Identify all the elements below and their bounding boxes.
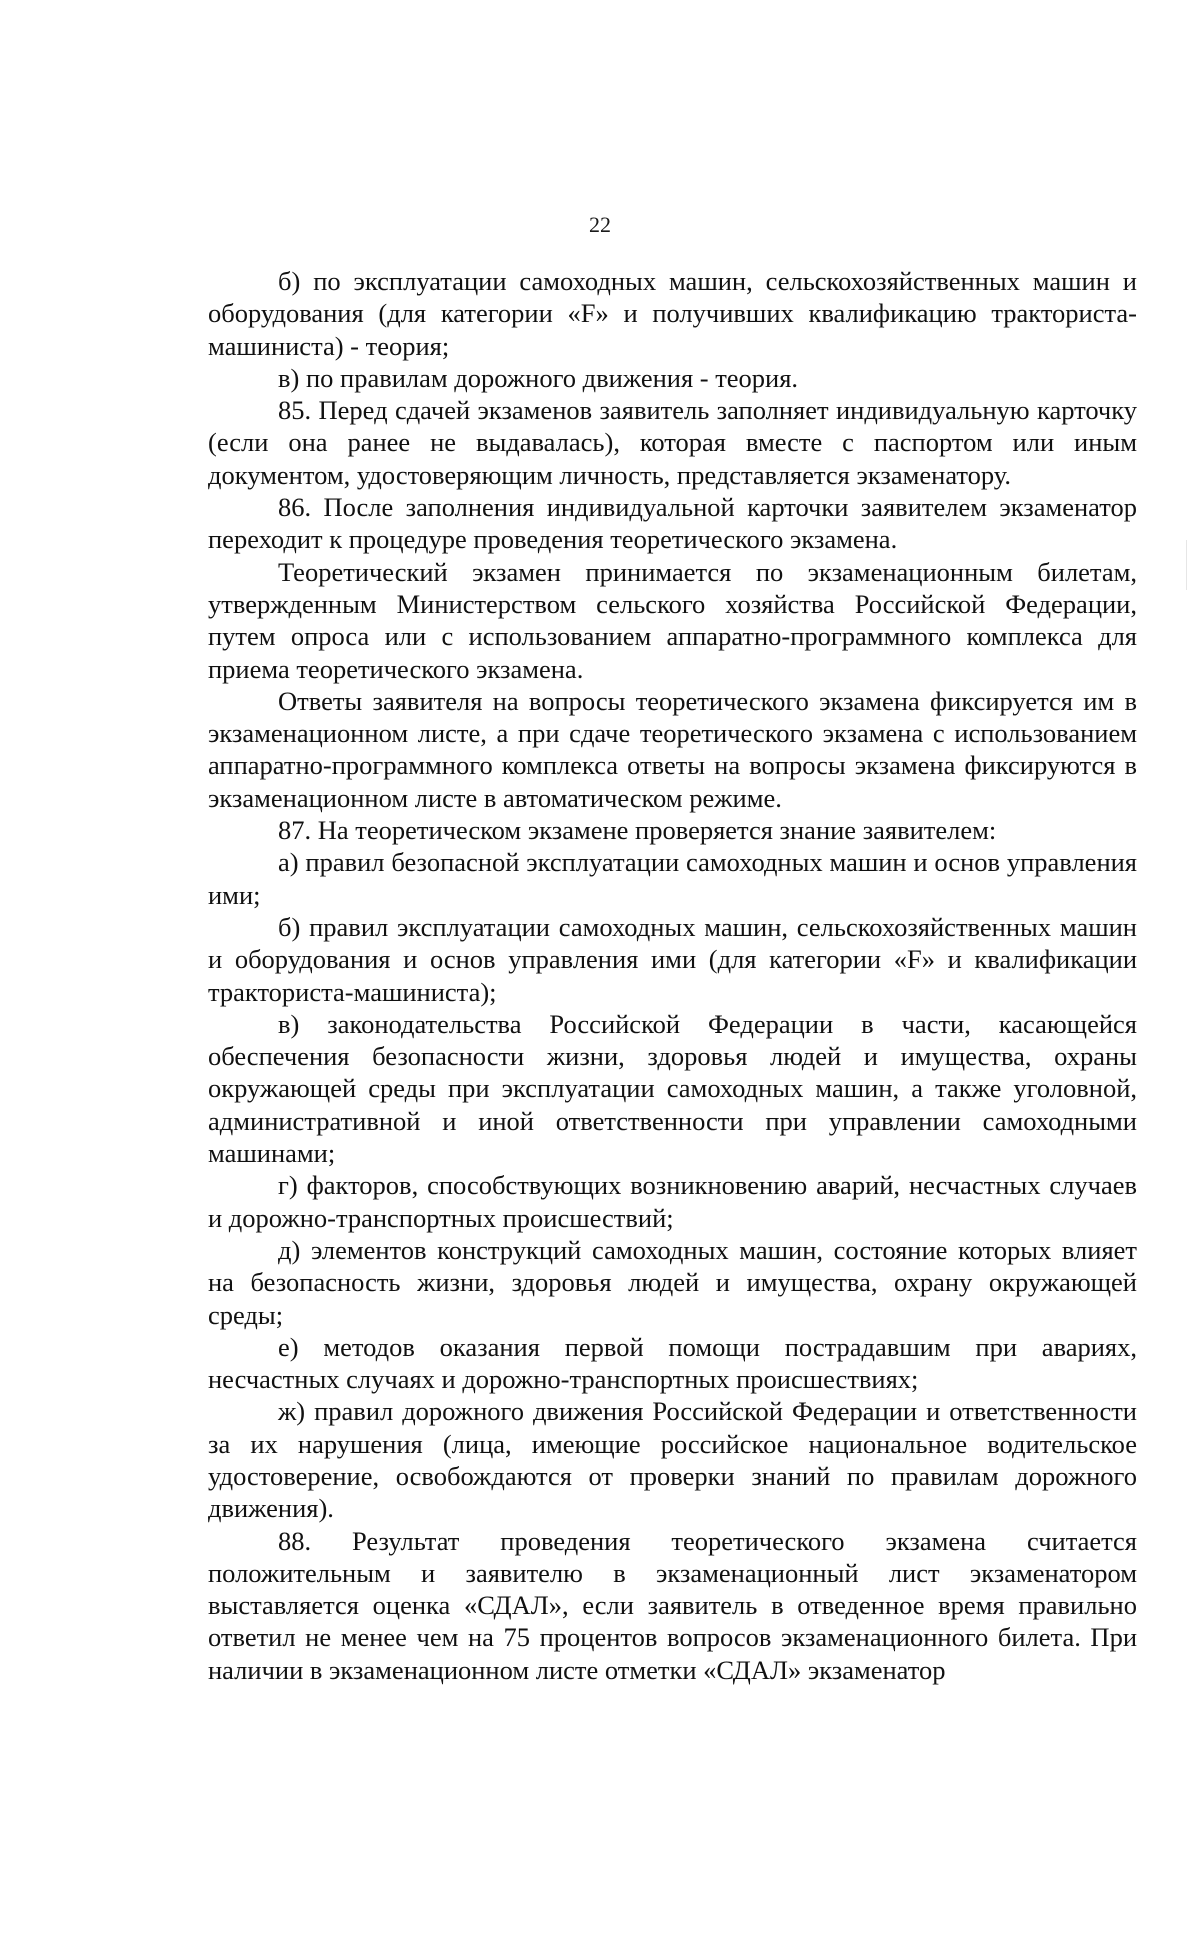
paragraph-v-traffic-rules-theory: в) по правилам дорожного движения - теория. [278,362,799,393]
paragraph-87: 87. На теоретическом экзамене проверяется знание заявителем: [278,815,997,846]
paragraph-answers-recorded: Ответы заявителя на вопросы теоретического экзамена фиксируется им в экзаменационном листе, а при сдаче теоретического экзамена с использованием аппаратно-программного комплекса ответы на вопросы экзамена фиксируются в экзаменационном листе в автоматическом режиме. [208,685,1137,813]
scan-artifact [1186,540,1187,590]
list-item-g: г) факторов, способствующих возникновению аварий, несчастных случаев и дорожно-транспортных происшествий; [208,1170,1137,1233]
paragraph-88: 88. Результат проведения теоретического экзамена считается положительным и заявителю в экзаменационный лист экзаменатором выставляется оценка «СДАЛ», если заявитель в отведенное время правильно ответил не менее чем на 75 процентов вопросов экзаменационного билета. При наличии в экзаменационном листе отметки «СДАЛ» экзаменатор [208,1525,1137,1685]
paragraph-86: 86. После заполнения индивидуальной карточки заявителем экзаменатор переходит к процедуре проведения теоретического экзамена. [208,492,1137,555]
list-item-b: б) правил эксплуатации самоходных машин, сельскохозяйственных машин и оборудования и основ управления ими (для категории «F» и квалификации тракториста-машиниста); [208,911,1137,1007]
list-item-d: д) элементов конструкций самоходных машин, состояние которых влияет на безопасность жизни, здоровья людей и имущества, охрану окружающей среды; [208,1234,1137,1330]
list-item-a: а) правил безопасной эксплуатации самоходных машин и основ управления ими; [208,847,1137,910]
paragraph-85: 85. Перед сдачей экзаменов заявитель заполняет индивидуальную карточку (если она ранее не выдавалась), которая вместе с паспортом или иным документом, удостоверяющим личность, представляется экзаменатору. [208,395,1137,490]
paragraph-b-operation-theory: б) по эксплуатации самоходных машин, сельскохозяйственных машин и оборудования (для категории «F» и получивших квалификацию тракториста-машиниста) - теория; [208,266,1137,361]
document-body [208,265,1137,1686]
list-item-zh: ж) правил дорожного движения Российской Федерации и ответственности за их нарушения (лица, имеющие российское национальное водительское удостоверение, освобождаются от проверки знаний по правилам дорожного движения). [208,1396,1137,1524]
list-item-v: в) законодательства Российской Федерации в части, касающейся обеспечения безопасности жизни, здоровья людей и имущества, охраны окружающей среды при эксплуатации самоходных машин, а также уголовной, административной и иной ответственности при управлении самоходными машинами; [208,1008,1137,1169]
paragraph-theory-exam-tickets: Теоретический экзамен принимается по экзаменационным билетам, утвержденным Министерством сельского хозяйства Российской Федерации, путем опроса или с использованием аппаратно-программного комплекса для приема теоретического экзамена. [208,556,1137,684]
page-number: 22 [589,212,611,237]
list-item-e: е) методов оказания первой помощи пострадавшим при авариях, несчастных случаях и дорожно-транспортных происшествиях; [208,1331,1137,1395]
